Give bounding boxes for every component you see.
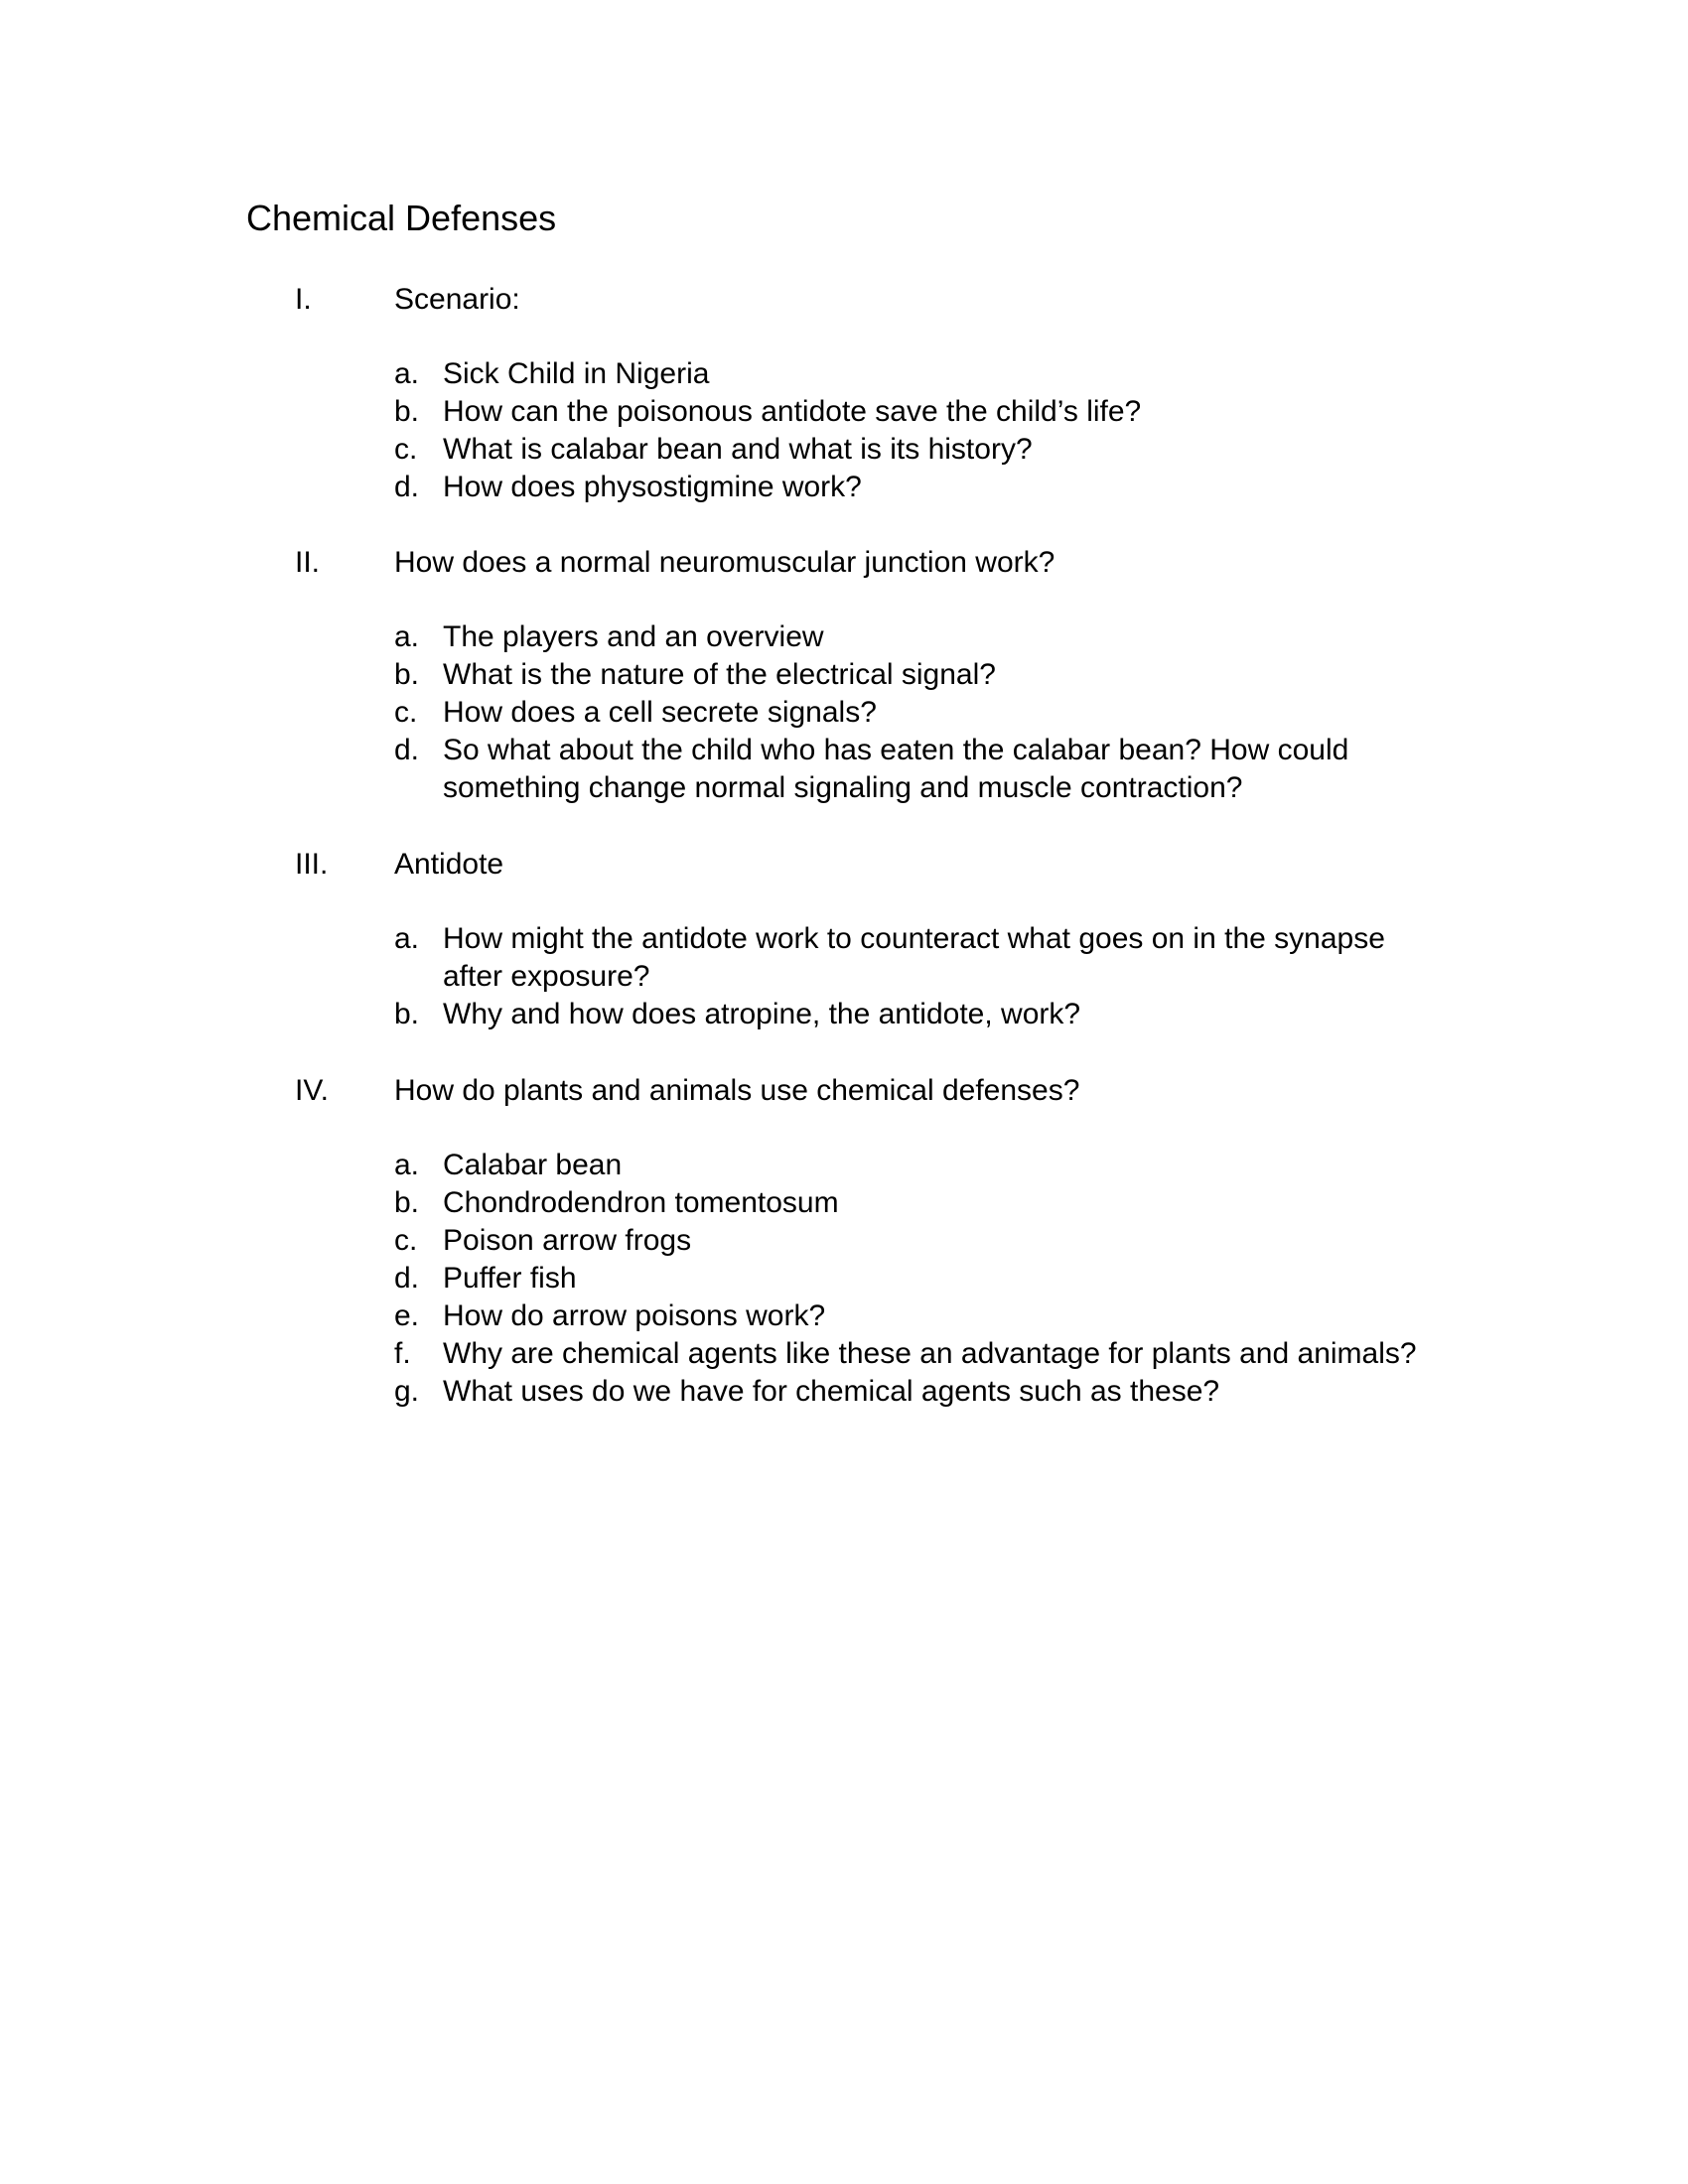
item-label: d. [394, 1262, 420, 1295]
item-label: b. [394, 395, 420, 428]
section-heading-text: Scenario: [394, 283, 520, 316]
item-text: Puffer fish [443, 1262, 577, 1295]
list-item [295, 1147, 1437, 1184]
list-item [295, 431, 1437, 469]
section-numeral: IV. [295, 1074, 329, 1107]
section-3 [295, 845, 1437, 1049]
item-text: What uses do we have for chemical agents such as these? [443, 1375, 1220, 1408]
section-heading-text: How does a normal neuromuscular junction work? [394, 546, 1055, 579]
item-text: What is calabar bean and what is its history? [443, 433, 1033, 466]
list-item [295, 355, 1437, 393]
item-text: How do arrow poisons work? [443, 1299, 826, 1332]
section-numeral: III. [295, 848, 329, 881]
sub-list [295, 618, 1437, 807]
item-label: c. [394, 433, 418, 466]
sub-list [295, 355, 1437, 506]
item-text: Poison arrow frogs [443, 1224, 692, 1257]
item-label: a. [394, 357, 420, 390]
item-label: b. [394, 658, 420, 691]
item-label: g. [394, 1375, 420, 1408]
list-item [295, 1297, 1437, 1335]
item-text: How might the antidote work to counteract what goes on in the synapse after exposure? [443, 922, 1385, 993]
item-text: What is the nature of the electrical signal? [443, 658, 996, 691]
section-4 [295, 1071, 1437, 1427]
list-item [295, 618, 1437, 656]
list-item [295, 1335, 1437, 1373]
item-text: Sick Child in Nigeria [443, 357, 710, 390]
item-label: f. [394, 1337, 411, 1370]
item-text: So what about the child who has eaten the calabar bean? How could something change normal signaling and muscle contraction? [443, 734, 1349, 804]
list-item [295, 732, 1437, 807]
item-label: a. [394, 922, 420, 955]
sub-list [295, 920, 1437, 1033]
item-text: How does physostigmine work? [443, 471, 862, 503]
list-item [295, 393, 1437, 431]
item-text: The players and an overview [443, 620, 824, 653]
item-label: d. [394, 734, 420, 766]
document-title: Chemical Defenses [246, 198, 557, 238]
section-heading [295, 280, 1437, 320]
section-numeral: II. [295, 546, 321, 579]
list-item [295, 1184, 1437, 1222]
item-label: d. [394, 471, 420, 503]
item-label: b. [394, 998, 420, 1030]
item-label: a. [394, 1149, 420, 1181]
list-item [295, 1260, 1437, 1297]
list-item [295, 656, 1437, 694]
section-2 [295, 543, 1437, 823]
list-item [295, 1222, 1437, 1260]
list-item [295, 1373, 1437, 1411]
list-item [295, 996, 1437, 1033]
item-text: Chondrodendron tomentosum [443, 1186, 839, 1219]
section-heading [295, 543, 1437, 583]
sub-list [295, 1147, 1437, 1411]
section-heading-text: Antidote [394, 848, 504, 881]
list-item [295, 694, 1437, 732]
item-label: e. [394, 1299, 420, 1332]
item-label: b. [394, 1186, 420, 1219]
section-numeral: I. [295, 283, 312, 316]
item-text: Why are chemical agents like these an advantage for plants and animals? [443, 1337, 1417, 1370]
section-heading [295, 845, 1437, 885]
section-heading-text: How do plants and animals use chemical defenses? [394, 1074, 1080, 1107]
section-1 [295, 280, 1437, 522]
section-heading [295, 1071, 1437, 1111]
item-text: Why and how does atropine, the antidote, work? [443, 998, 1081, 1030]
item-label: a. [394, 620, 420, 653]
item-label: c. [394, 1224, 418, 1257]
list-item [295, 469, 1437, 506]
list-item [295, 920, 1437, 996]
item-label: c. [394, 696, 418, 729]
item-text: How does a cell secrete signals? [443, 696, 877, 729]
item-text: Calabar bean [443, 1149, 623, 1181]
item-text: How can the poisonous antidote save the child’s life? [443, 395, 1142, 428]
